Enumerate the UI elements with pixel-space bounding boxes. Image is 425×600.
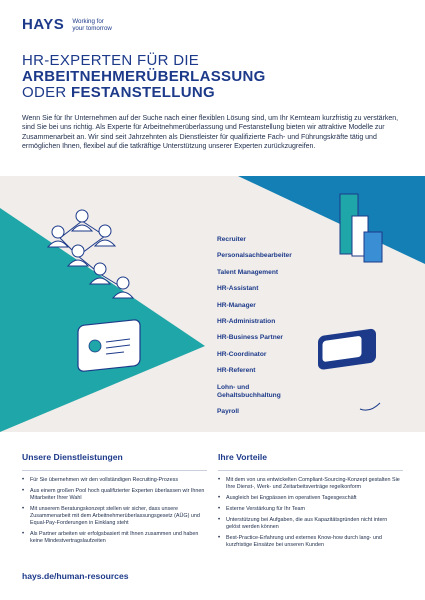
title-line3 [22, 85, 412, 101]
role-item: Lohn- und Gehaltsbuchhaltung [217, 383, 281, 399]
title-line3-bold: FESTANSTELLUNG [71, 84, 215, 101]
brand-tagline [72, 18, 112, 32]
role-item: Talent Management [217, 268, 279, 276]
benefits-column [218, 452, 403, 553]
role-item: HR-Manager [217, 301, 256, 309]
tagline-line1: Working for [72, 17, 104, 25]
illustration-background [0, 176, 425, 432]
wallet-icon [318, 328, 380, 410]
person-icon [68, 245, 88, 266]
illustration-section [0, 176, 425, 432]
services-list [22, 477, 207, 545]
role-item: HR-Assistant [217, 285, 259, 293]
services-heading: Unsere Dienstleistungen [22, 452, 123, 462]
roles-list [217, 236, 327, 424]
services-column [22, 452, 207, 549]
list-item: • Best-Practice-Erfahrung und externes Know-how durch lang- und kurzfristige Einsätze bei unseren Kunden [218, 535, 403, 549]
list-item: • Als Partner arbeiten wir erfolgsbasiert mit Ihnen zusammen und haben keine Mindestvertragslaufzeiten [22, 531, 207, 545]
person-icon [72, 210, 92, 231]
brand [22, 16, 412, 33]
list-item: • Aus einem großen Pool hoch qualifizierter Experten überlassen wir Ihnen Mitarbeiter Ihrer Wahl [22, 488, 207, 502]
role-item: HR-Business Partner [217, 334, 283, 342]
hays-logo[interactable]: HAYS [22, 16, 65, 33]
header [22, 16, 412, 101]
title-line1: HR-EXPERTEN FÜR DIE [22, 52, 200, 69]
footer-website-link[interactable]: hays.de/human-resources [22, 571, 129, 581]
benefits-heading: Ihre Vorteile [218, 452, 268, 462]
page-title [22, 53, 412, 101]
divider [218, 470, 403, 471]
list-item: • Für Sie übernehmen wir den vollständigen Recruiting-Prozess [22, 477, 207, 484]
title-line2: ARBEITNEHMERÜBERLASSUNG [22, 68, 266, 85]
id-card-icon [78, 319, 140, 372]
list-item: • Unterstützung bei Aufgaben, die aus Kapazitätsgründen nicht intern gelöst werden können [218, 517, 403, 531]
role-item: Payroll [217, 407, 239, 415]
benefits-list [218, 477, 403, 549]
person-icon [95, 225, 115, 246]
list-item: • Mit dem von uns entwickelten Compliant-Sourcing-Konzept gestalten Sie Ihre Dienst-, Werk- und Zeitarbeitsverträge regelkonform [218, 477, 403, 491]
divider [22, 470, 207, 471]
role-item: Personalsachbearbeiter [217, 252, 292, 260]
title-line3-thin: ODER [22, 84, 72, 101]
role-item: HR-Referent [217, 367, 256, 375]
role-item: HR-Administration [217, 317, 276, 325]
list-item: • Ausgleich bei Engpässen im operativen Tagesgeschäft [218, 495, 403, 502]
role-item: HR-Coordinator [217, 350, 267, 358]
tagline-line2: your tomorrow [72, 24, 112, 32]
list-item: • Mit unserem Beratungskonzept stellen wir sicher, dass unsere Zusammenarbeit mit dem Arbeitnehmerüberlassungsgesetz (AÜG) und Equal-Pay-Forderungen in Einklang steht [22, 506, 207, 527]
person-icon [48, 226, 68, 247]
role-item: Recruiter [217, 236, 246, 243]
list-item: • Externe Verstärkung für Ihr Team [218, 506, 403, 513]
intro-paragraph: Wenn Sie für Ihr Unternehmen auf der Suche nach einer flexiblen Lösung sind, um Ihr Kernteam kurzfristig zu verstärken, sind Sie bei uns richtig. Als Experte für Arbeitnehmerüberlassung und Festanstellung bieten wir attraktive Modelle zur Zusammenarbeit an. Wir sind seit Jahrzehnten als Dienstleister für qualifizierte Fach- und Führungskräfte tätig und ermöglichen Ihnen, flexibel auf die tatkräftige Unterstützung unserer Experten zurückzugreifen. [22, 115, 399, 151]
